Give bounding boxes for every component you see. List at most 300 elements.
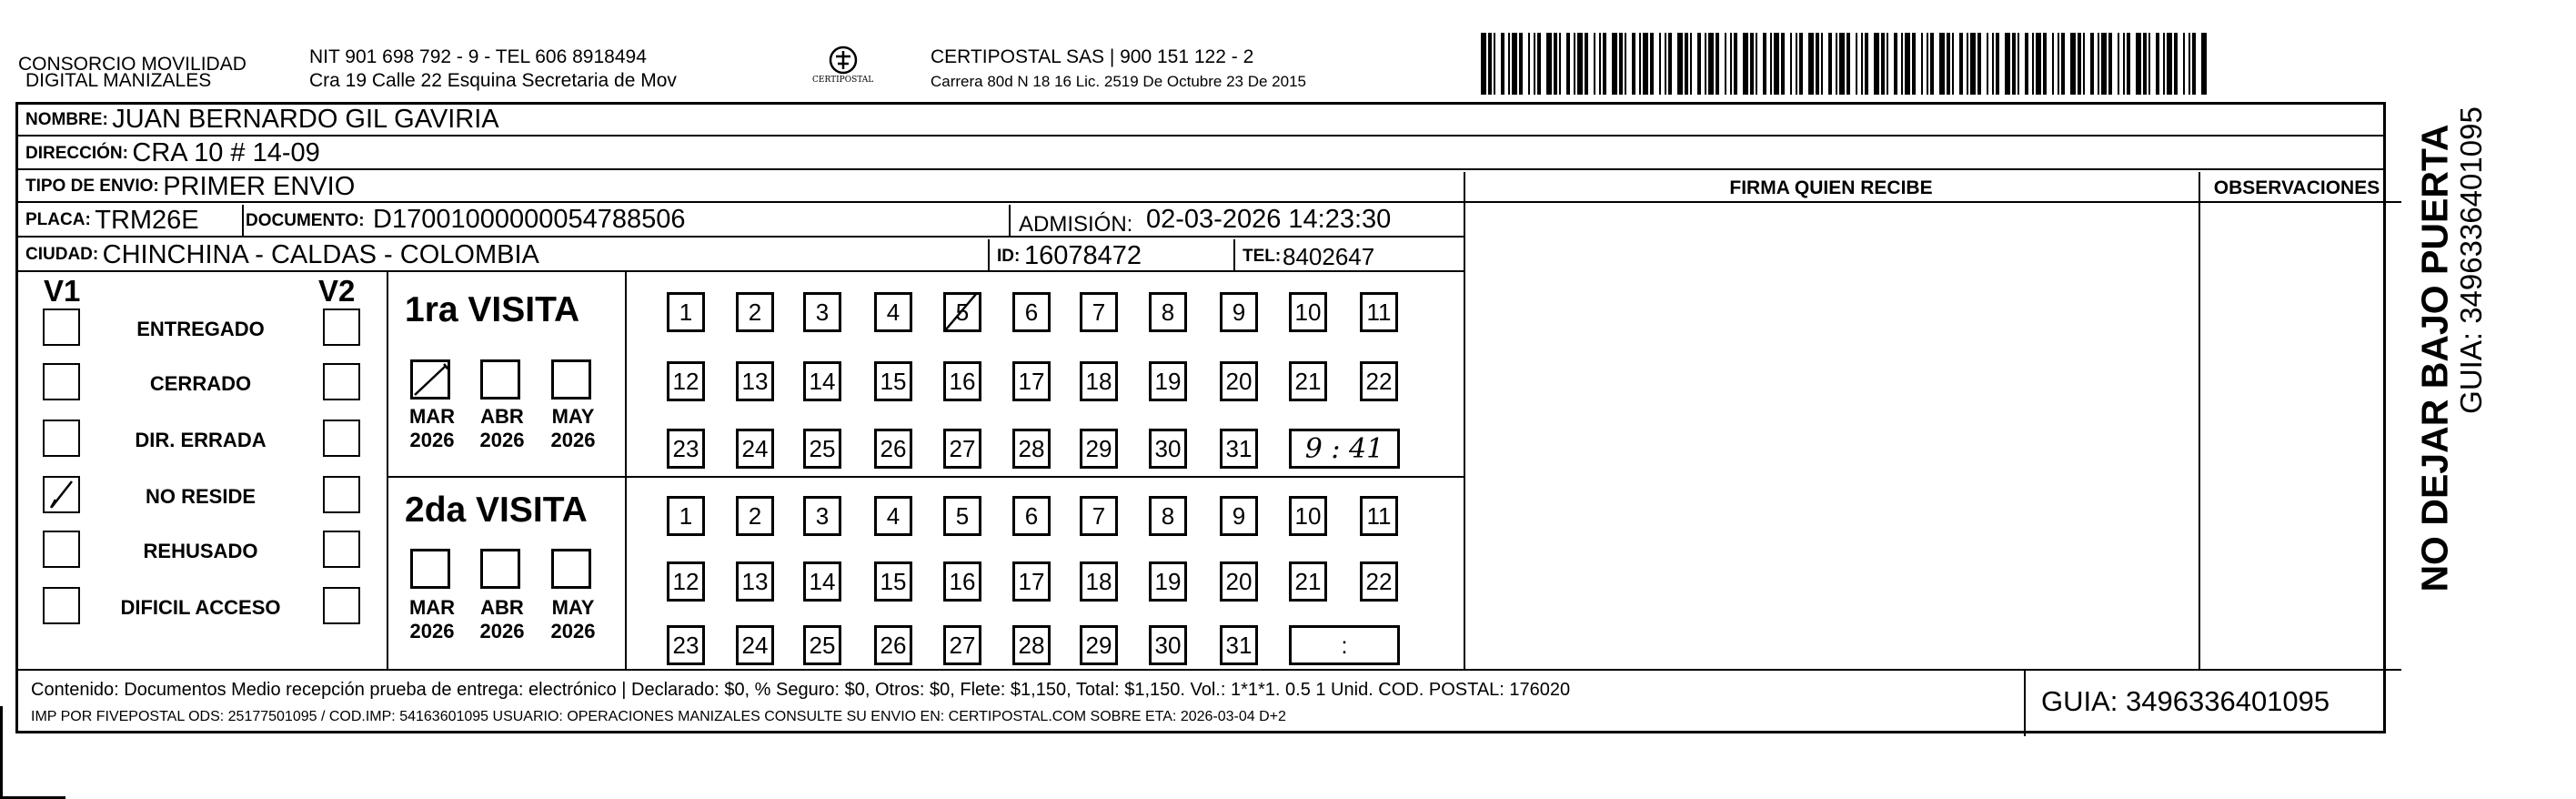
visit1-day-box[interactable] — [803, 292, 841, 332]
day-number: 8 — [1161, 298, 1175, 326]
day-number: 17 — [1018, 567, 1045, 595]
day-number: 20 — [1225, 567, 1253, 595]
visit1-day-box[interactable] — [1220, 292, 1258, 332]
barcode-bar — [1930, 33, 1934, 95]
visit2-time-box[interactable] — [1289, 625, 1400, 665]
barcode-bar — [1625, 33, 1626, 95]
barcode-bar — [1668, 33, 1672, 95]
visit2-month-checkbox[interactable] — [410, 549, 450, 589]
barcode-bar — [2058, 33, 2059, 95]
visit2-day-box[interactable] — [1360, 561, 1398, 602]
barcode-bar — [2148, 33, 2150, 95]
barcode-bar — [2018, 33, 2019, 95]
visit1-month-checkbox[interactable] — [551, 359, 591, 400]
visit2-day-box[interactable] — [667, 625, 705, 665]
nit-line2: Cra 19 Calle 22 Esquina Secretaria de Mov — [309, 70, 677, 91]
visit1-day-box[interactable] — [1080, 429, 1118, 469]
barcode-bar — [1659, 33, 1661, 95]
barcode-bar — [2167, 33, 2172, 95]
visit1-day-box[interactable] — [1012, 429, 1051, 469]
barcode-bar — [1566, 33, 1570, 95]
barcode-bar — [1808, 33, 1814, 95]
visit2-day-box[interactable] — [943, 561, 981, 602]
company-name-line1: CONSORCIO MOVILIDAD — [18, 54, 247, 75]
day-number: 22 — [1365, 367, 1393, 395]
barcode-bar — [2012, 33, 2016, 95]
day-number: 3 — [815, 298, 830, 326]
footer-guia: GUIA: 3496336401095 — [2041, 685, 2330, 717]
visit2-day-box[interactable] — [667, 496, 705, 536]
month-label: MAY — [551, 405, 595, 428]
nit-line1: NIT 901 698 792 - 9 - TEL 606 8918494 — [309, 46, 647, 67]
barcode-bar — [1970, 33, 1976, 95]
day-number: 25 — [809, 631, 836, 659]
barcode-bar — [1643, 33, 1648, 95]
barcode-bar — [1585, 33, 1588, 95]
visit1-day-box[interactable] — [1149, 429, 1187, 469]
barcode-bar — [1881, 33, 1885, 95]
day-number: 15 — [880, 367, 907, 395]
barcode-bar — [2052, 33, 2054, 95]
year-label: 2026 — [409, 620, 455, 642]
visit1-day-box[interactable] — [1289, 292, 1327, 332]
day-number: 29 — [1085, 631, 1112, 659]
barcode-bar — [1554, 33, 1557, 95]
barcode-bar — [2189, 33, 2190, 95]
logo-text: CERTIPOSTAL — [812, 76, 874, 85]
documento-value: D17001000000054788506 — [373, 205, 686, 234]
barcode-bar — [1716, 33, 1719, 95]
barcode-bar — [1559, 33, 1561, 95]
day-number: 11 — [1366, 501, 1392, 530]
admision-label: ADMISIÓN: — [1019, 212, 1133, 237]
day-number: 16 — [949, 567, 976, 595]
barcode-bar — [1519, 33, 1523, 95]
month-label: MAY — [551, 596, 595, 619]
barcode-bar — [1494, 33, 1495, 95]
visit1-time-box[interactable] — [1289, 429, 1400, 469]
barcode-bar — [1905, 33, 1910, 95]
day-number: 1 — [679, 298, 693, 326]
barcode-bar — [1577, 33, 1583, 95]
day-number: 10 — [1294, 501, 1322, 530]
barcode-bar — [1512, 33, 1517, 95]
barcode-bar — [1912, 33, 1916, 95]
barcode-bar — [1774, 33, 1779, 95]
direccion-label: DIRECCIÓN: — [25, 143, 128, 163]
barcode-bar — [1725, 33, 1726, 95]
v2-checkbox[interactable] — [323, 363, 360, 400]
day-number: 11 — [1366, 298, 1392, 326]
visit2-day-box[interactable] — [736, 625, 774, 665]
barcode-bar — [2183, 33, 2185, 95]
barcode-bar — [2005, 33, 2010, 95]
visit1-day-box[interactable] — [1012, 292, 1051, 332]
visit1-month-checkbox[interactable] — [480, 359, 520, 400]
barcode-bar — [1501, 33, 1504, 95]
barcode-bar — [1534, 33, 1535, 95]
day-number: 16 — [949, 367, 976, 395]
v2-checkbox[interactable] — [323, 308, 360, 346]
visit1-day-box[interactable] — [803, 361, 841, 401]
barcode-bar — [1708, 33, 1714, 95]
firma-label: FIRMA QUIEN RECIBE — [1729, 177, 1933, 198]
barcode-bar — [1488, 33, 1492, 95]
visit2-day-box[interactable] — [1220, 561, 1258, 602]
barcode-bar — [2025, 33, 2028, 95]
v2-checkbox[interactable] — [323, 476, 360, 513]
ciudad-value: CHINCHINA - CALDAS - COLOMBIA — [102, 239, 539, 269]
barcode-bar — [1987, 33, 1988, 95]
visit2-day-box[interactable] — [1080, 625, 1118, 665]
visit1-day-box[interactable] — [943, 292, 981, 332]
day-number: 27 — [949, 631, 976, 659]
visit2-day-box[interactable] — [736, 496, 774, 536]
barcode-bar — [2078, 33, 2081, 95]
barcode-bar — [1770, 33, 1772, 95]
barcode-bar — [1481, 33, 1486, 95]
visit1-day-box[interactable] — [1360, 292, 1398, 332]
day-number: 21 — [1294, 367, 1322, 395]
barcode-bar — [1977, 33, 1981, 95]
row-nombre — [18, 105, 2383, 137]
day-number: 31 — [1225, 434, 1253, 462]
year-label: 2026 — [479, 620, 525, 642]
v1-checkbox[interactable] — [43, 587, 80, 624]
barcode-bar — [2090, 33, 2094, 95]
v1-checkbox[interactable] — [43, 531, 80, 568]
status-label: CERRADO — [149, 372, 252, 395]
day-number: 27 — [949, 434, 976, 462]
barcode — [1481, 33, 2209, 95]
v1-checkbox[interactable] — [43, 363, 80, 400]
observaciones-label: OBSERVACIONES — [2213, 177, 2380, 198]
day-number: 17 — [1018, 367, 1045, 395]
placa-label: PLACA: — [25, 210, 91, 229]
barcode-bar — [1839, 33, 1845, 95]
visit1-day-box[interactable] — [874, 292, 912, 332]
visit1-day-box[interactable] — [874, 429, 912, 469]
visit2-day-box[interactable] — [874, 496, 912, 536]
barcode-bar — [1836, 33, 1837, 95]
day-number: 8 — [1161, 501, 1175, 530]
day-number: 7 — [1092, 298, 1106, 326]
check-mark-icon — [413, 362, 448, 397]
visit1-day-box[interactable] — [1080, 292, 1118, 332]
barcode-bar — [1603, 33, 1606, 95]
barcode-bar — [2136, 33, 2141, 95]
day-number: 13 — [741, 567, 769, 595]
nombre-value: JUAN BERNARDO GIL GAVIRIA — [112, 105, 499, 134]
barcode-bar — [2123, 33, 2125, 95]
day-number: 19 — [1154, 367, 1182, 395]
v2-label: V2 — [318, 274, 356, 308]
day-number: 26 — [880, 631, 907, 659]
day-number: 25 — [809, 434, 836, 462]
barcode-bar — [1677, 33, 1683, 95]
visit1-day-box[interactable] — [736, 429, 774, 469]
visit1-day-box[interactable] — [1360, 361, 1398, 401]
visit2-day-box[interactable] — [1360, 496, 1398, 536]
barcode-bar — [1537, 33, 1541, 95]
barcode-bar — [1856, 33, 1857, 95]
tipo-label: TIPO DE ENVIO: — [25, 177, 159, 196]
day-number: 24 — [741, 434, 769, 462]
day-number: 12 — [672, 567, 699, 595]
day-number: 23 — [672, 434, 699, 462]
day-number: 13 — [741, 367, 769, 395]
day-number: 2 — [748, 298, 762, 326]
barcode-bar — [1947, 33, 1950, 95]
day-number: 6 — [1024, 298, 1039, 326]
day-number: 30 — [1154, 434, 1182, 462]
year-label: 2026 — [550, 620, 596, 642]
barcode-bar — [2156, 33, 2159, 95]
day-number: 4 — [886, 501, 901, 530]
footer-content-line: Contenido: Documentos Medio recepción prueba de entrega: electrónico | Declarado: $0, % Seguro: $0, Otros: $0, Flete: $1,150, Total: $1,150. Vol.: 1*1*1. 0.5 1 Unid. COD. POSTAL: 176020 — [31, 680, 1571, 700]
visit1-day-box[interactable] — [1012, 361, 1051, 401]
day-number: 14 — [809, 367, 836, 395]
barcode-bar — [1639, 33, 1641, 95]
month-label: MAR — [408, 596, 456, 619]
visit2-day-box[interactable] — [1289, 561, 1327, 602]
certipostal-logo-icon — [814, 42, 887, 96]
barcode-bar — [2108, 33, 2112, 95]
visit1-month-checkbox[interactable] — [410, 359, 450, 400]
barcode-bar — [1992, 33, 1994, 95]
day-number: 9 — [1232, 298, 1246, 326]
visit1-day-box[interactable] — [736, 361, 774, 401]
day-number: 5 — [955, 501, 970, 530]
direccion-value: CRA 10 # 14-09 — [132, 138, 320, 167]
barcode-bar — [1874, 33, 1879, 95]
day-number: 18 — [1085, 567, 1112, 595]
visit2-day-box[interactable] — [874, 561, 912, 602]
barcode-bar — [1546, 33, 1552, 95]
visit1-day-box[interactable] — [667, 361, 705, 401]
visit1-day-box[interactable] — [1149, 361, 1187, 401]
visit1-title: 1ra VISITA — [405, 290, 580, 329]
time-value: 9 : 41 — [1304, 432, 1384, 465]
day-mark-icon — [941, 289, 984, 335]
no-dejar-bajo-puerta: NO DEJAR BAJO PUERTA — [2413, 124, 2456, 592]
visit1-day-box[interactable] — [803, 429, 841, 469]
visit2-month-checkbox[interactable] — [480, 549, 520, 589]
visit2-month-checkbox[interactable] — [551, 549, 591, 589]
visit2-title: 2da VISITA — [405, 491, 588, 530]
barcode-bar — [1781, 33, 1785, 95]
visit2-day-box[interactable] — [1289, 496, 1327, 536]
id-value: 16078472 — [1024, 241, 1142, 270]
barcode-bar — [2070, 33, 2076, 95]
day-number: 5 — [955, 298, 970, 326]
barcode-bar — [1887, 33, 1888, 95]
day-number: 28 — [1018, 631, 1045, 659]
barcode-bar — [2201, 33, 2207, 95]
row-direccion — [18, 138, 2383, 170]
day-number: 6 — [1024, 501, 1039, 530]
barcode-bar — [1894, 33, 1897, 95]
documento-label: DOCUMENTO: — [246, 211, 365, 230]
ciudad-label: CIUDAD: — [25, 245, 99, 264]
barcode-bar — [1619, 33, 1623, 95]
barcode-bar — [1508, 33, 1510, 95]
status-label: NO RESIDE — [145, 485, 257, 508]
barcode-bar — [1750, 33, 1754, 95]
visit2-day-box[interactable] — [1149, 561, 1187, 602]
visit2-day-box[interactable] — [943, 496, 981, 536]
barcode-bar — [1821, 33, 1823, 95]
visit2-day-box[interactable] — [1149, 625, 1187, 665]
day-number: 7 — [1092, 501, 1106, 530]
barcode-bar — [1799, 33, 1803, 95]
visit1-day-box[interactable] — [1289, 361, 1327, 401]
visit2-day-box[interactable] — [874, 625, 912, 665]
barcode-bar — [2061, 33, 2065, 95]
barcode-bar — [1921, 33, 1923, 95]
day-number: 21 — [1294, 567, 1322, 595]
barcode-bar — [2098, 33, 2099, 95]
visit2-day-box[interactable] — [1012, 496, 1051, 536]
barcode-bar — [1705, 33, 1706, 95]
visit1-day-box[interactable] — [943, 361, 981, 401]
tel-label: TEL: — [1243, 247, 1282, 266]
year-label: 2026 — [550, 429, 596, 451]
id-label: ID: — [997, 247, 1021, 266]
courier-line1: CERTIPOSTAL SAS | 900 151 122 - 2 — [931, 46, 1254, 67]
visit2-day-box[interactable] — [1149, 496, 1187, 536]
barcode-bar — [1730, 33, 1732, 95]
barcode-bar — [1599, 33, 1601, 95]
day-number: 15 — [880, 567, 907, 595]
barcode-bar — [1796, 33, 1797, 95]
day-number: 12 — [672, 367, 699, 395]
day-number: 24 — [741, 631, 769, 659]
barcode-bar — [1734, 33, 1737, 95]
barcode-bar — [1697, 33, 1701, 95]
barcode-bar — [2083, 33, 2085, 95]
visit2-day-box[interactable] — [1220, 625, 1258, 665]
day-number: 23 — [672, 631, 699, 659]
side-text — [2385, 105, 2488, 642]
year-label: 2026 — [479, 429, 525, 451]
visit1-day-box[interactable] — [667, 429, 705, 469]
day-number: 1 — [679, 501, 693, 530]
barcode-bar — [1952, 33, 1954, 95]
v1-checkbox[interactable] — [43, 476, 80, 513]
courier-line2: Carrera 80d N 18 16 Lic. 2519 De Octubre 23 De 2015 — [931, 73, 1306, 90]
barcode-bar — [2174, 33, 2178, 95]
status-label: DIR. ERRADA — [135, 429, 267, 451]
footer-imp-line: IMP POR FIVEPOSTAL ODS: 25177501095 / COD.IMP: 54163601095 USUARIO: OPERACIONES MANIZALES CONSULTE SU ENVIO EN: CERTIPOSTAL.COM SOBRE ETA: 2026-03-04 D+2 — [31, 709, 1286, 724]
visit1-day-box[interactable] — [943, 429, 981, 469]
barcode-bar — [2032, 33, 2034, 95]
barcode-bar — [1865, 33, 1868, 95]
day-number: 9 — [1232, 501, 1246, 530]
side-guia: GUIA: 3496336401095 — [2454, 106, 2488, 414]
time-value: : — [1341, 631, 1348, 659]
visit2-day-box[interactable] — [736, 561, 774, 602]
visit2-day-box[interactable] — [1012, 561, 1051, 602]
barcode-bar — [1790, 33, 1792, 95]
barcode-bar — [1816, 33, 1819, 95]
day-number: 4 — [886, 298, 901, 326]
barcode-bar — [1828, 33, 1832, 95]
visit2-day-box[interactable] — [803, 496, 841, 536]
day-number: 18 — [1085, 367, 1112, 395]
barcode-bar — [2036, 33, 2041, 95]
visit2-day-box[interactable] — [667, 561, 705, 602]
admision-value: 02-03-2026 14:23:30 — [1146, 205, 1392, 234]
visit1-day-box[interactable] — [736, 292, 774, 332]
visit2-day-box[interactable] — [943, 625, 981, 665]
visit2-day-box[interactable] — [803, 625, 841, 665]
visit2-day-box[interactable] — [1220, 496, 1258, 536]
month-label: ABR — [480, 405, 524, 428]
visit2-day-box[interactable] — [1012, 625, 1051, 665]
barcode-bar — [1612, 33, 1617, 95]
tipo-value: PRIMER ENVIO — [163, 171, 356, 201]
v2-checkbox[interactable] — [323, 531, 360, 568]
barcode-bar — [1528, 33, 1530, 95]
v2-checkbox[interactable] — [323, 420, 360, 457]
day-number: 14 — [809, 567, 836, 595]
visit2-day-box[interactable] — [803, 561, 841, 602]
day-number: 30 — [1154, 631, 1182, 659]
visit1-day-box[interactable] — [667, 292, 705, 332]
placa-value: TRM26E — [95, 205, 199, 235]
visit1-day-box[interactable] — [1080, 361, 1118, 401]
day-number: 26 — [880, 434, 907, 462]
delivery-form — [15, 102, 2386, 733]
barcode-bar — [1650, 33, 1654, 95]
barcode-bar — [1861, 33, 1863, 95]
barcode-bar — [1967, 33, 1968, 95]
barcode-bar — [1665, 33, 1666, 95]
visit2-day-box[interactable] — [1080, 561, 1118, 602]
day-number: 2 — [748, 501, 762, 530]
row-tipo — [18, 172, 1464, 203]
row-ciudad — [18, 239, 1464, 272]
barcode-bar — [2043, 33, 2047, 95]
v2-checkbox[interactable] — [323, 587, 360, 624]
barcode-bar — [2101, 33, 2107, 95]
visit1-day-box[interactable] — [1220, 429, 1258, 469]
company-name-line2: DIGITAL MANIZALES — [25, 70, 212, 91]
day-number: 20 — [1225, 367, 1253, 395]
day-number: 22 — [1365, 567, 1393, 595]
visit2-day-box[interactable] — [1080, 496, 1118, 536]
nombre-label: NOMBRE: — [25, 109, 108, 129]
day-number: 10 — [1294, 298, 1322, 326]
month-label: ABR — [480, 596, 524, 619]
day-number: 19 — [1154, 567, 1182, 595]
visit1-day-box[interactable] — [874, 361, 912, 401]
barcode-bar — [1594, 33, 1595, 95]
barcode-bar — [1959, 33, 1963, 95]
barcode-bar — [1901, 33, 1903, 95]
barcode-bar — [1939, 33, 1945, 95]
v1-checkbox[interactable] — [43, 420, 80, 457]
barcode-bar — [2192, 33, 2196, 95]
row-placa — [18, 205, 1464, 238]
status-label: ENTREGADO — [136, 318, 265, 340]
barcode-bar — [1632, 33, 1635, 95]
visit1-day-box[interactable] — [1220, 361, 1258, 401]
v1-checkbox[interactable] — [43, 308, 80, 346]
visit1-day-box[interactable] — [1149, 292, 1187, 332]
barcode-bar — [1574, 33, 1575, 95]
